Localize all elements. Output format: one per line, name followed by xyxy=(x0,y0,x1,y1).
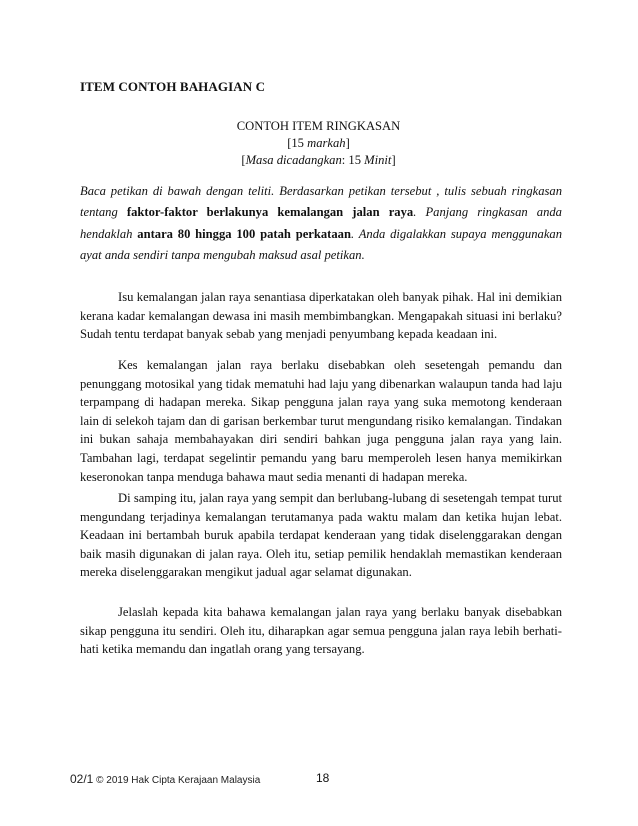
section-heading: ITEM CONTOH BAHAGIAN C xyxy=(80,79,266,94)
item-title-bold: CONTOH ITEM RINGKASAN xyxy=(236,119,401,133)
marks-word: markah xyxy=(307,136,346,150)
time-open: [ xyxy=(241,153,246,167)
page-number: 18 xyxy=(316,771,330,785)
time-line xyxy=(140,152,497,169)
passage-paragraph-1: Isu kemalangan jalan raya senantiasa diperkatakan oleh banyak pihak. Hal ini demikian kerana kadar kemalangan dewasa ini masih membimbangkan. Mengapakah situasi ini berlaku? Sudah tentu terdapat banyak sebab yang menjadi penyumbang kepada keadaan ini. xyxy=(80,290,562,342)
instructions-part2: . Panjang ringkasan anda hendaklah xyxy=(80,205,562,241)
passage-paragraph-3: Di samping itu, jalan raya yang sempit dan berlubang-lubang di sesetengah tempat turut mengundang terjadinya kemalangan terutamanya pada waktu malam dan ketika hujan lebat. Keadaan ini bertambah buruk apabila terdapat kenderaan yang tidak diselenggarakan dengan baik masih digunakan di jalan raya. Oleh itu, setiap pemilik hendaklah memastikan kenderaan mereka diselenggarakan mengikut jadual agar selamat digunakan. xyxy=(80,491,562,580)
footer xyxy=(70,772,260,786)
instructions-part3: . Anda digalakkan supaya menggunakan ayat anda sendiri tanpa mengubah maksud asal petikan. xyxy=(80,226,563,263)
time-label: Masa dicadangkan xyxy=(245,153,342,167)
time-unit: Minit xyxy=(364,153,392,167)
passage-paragraph-4: Jelaslah kepada kita bahawa kemalangan jalan raya yang berlaku banyak disebabkan sikap pengguna itu sendiri. Oleh itu, diharapkan agar semua pengguna jalan raya lebih berhati-hati ketika memandu dan ingatlah orang yang tersayang. xyxy=(80,605,562,657)
passage-paragraph-2: Kes kemalangan jalan raya berlaku disebabkan oleh sesetengah pemandu dan penunggang motosikal yang tidak mematuhi had laju yang dibenarkan walaupun tanda had laju terpampang di hadapan mereka. Sikap pengguna jalan raya yang suka memotong kenderaan lain di selekoh tajam dan di garisan berkembar turut mengundang risiko kemalangan. Tindakan ini bukan sahaja membahayakan diri sendiri bahkan juga pengguna jalan raya yang lain. Tambahan lagi, terdapat segelintir pemandu yang baru memperoleh lesen hanya memikirkan keseronokan tanpa menduga bahawa maut sedia menanti di hadapan mereka. xyxy=(80,358,562,484)
instructions-length: antara 80 hingga 100 patah perkataan xyxy=(137,226,351,241)
marks-close: ] xyxy=(345,136,350,150)
marks-line xyxy=(140,135,497,152)
time-close: ] xyxy=(391,153,396,167)
instructions-part1: Baca petikan di bawah dengan teliti. Berdasarkan petikan tersebut , tulis sebuah ringkasan tentang xyxy=(80,184,562,220)
time-mid: : 15 xyxy=(341,153,365,167)
copyright: © 2019 Hak Cipta Kerajaan Malaysia xyxy=(93,775,261,786)
instructions-topic: faktor-faktor berlakunya kemalangan jalan raya xyxy=(126,205,414,220)
paper-code: 02/1 xyxy=(70,772,94,786)
instructions xyxy=(80,181,562,267)
marks-open: [15 xyxy=(287,136,308,150)
